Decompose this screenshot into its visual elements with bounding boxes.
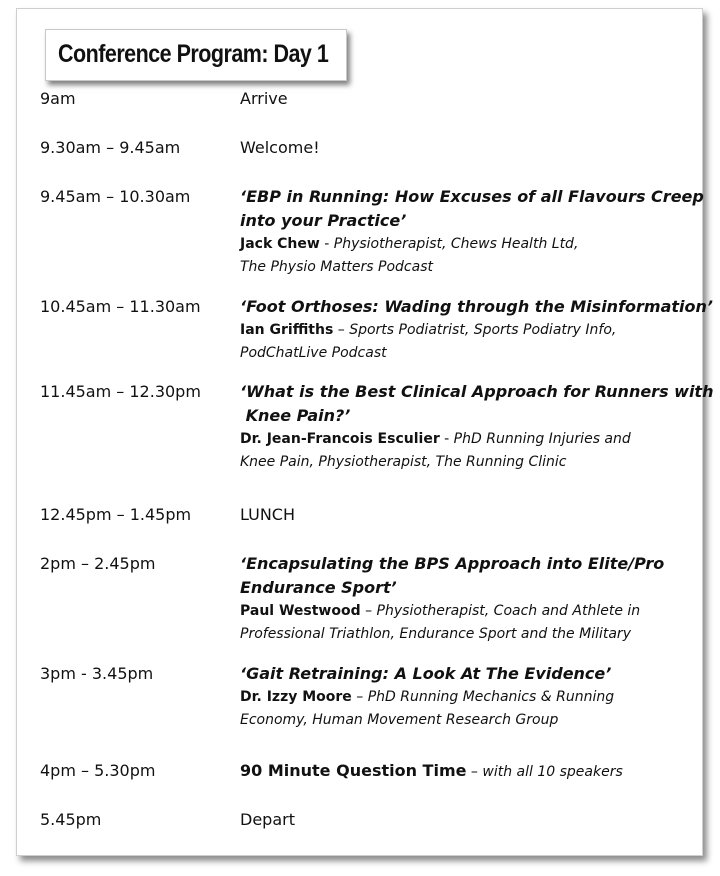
speaker-name: Dr. Izzy Moore: [240, 689, 352, 705]
speaker-role: PodChatLive Podcast: [240, 345, 387, 361]
question-time: [240, 759, 690, 784]
talk-title: ‘Gait Retraining: A Look At The Evidence’: [240, 664, 612, 683]
talk-title: ‘Encapsulating the BPS Approach into Elite/Pro: [240, 554, 665, 573]
session-content: [240, 808, 690, 832]
session-content: [240, 87, 690, 111]
page-title: Conference Program: Day 1: [58, 40, 329, 68]
session-content: [240, 136, 690, 160]
session-time: 10.45am – 11.30am: [40, 297, 201, 316]
speaker-role: PhD Running Mechanics & Running: [367, 689, 615, 705]
speaker-role: Knee Pain, Physiotherapist, The Running Clinic: [240, 454, 567, 470]
speaker-separator: -: [319, 236, 334, 252]
talk-title: ‘What is the Best Clinical Approach for Runners with: [240, 382, 714, 401]
speaker-info: [240, 233, 690, 279]
session-content: [240, 662, 690, 732]
speaker-name: Jack Chew: [240, 236, 320, 252]
speaker-role: PhD Running Injuries and: [453, 431, 631, 447]
speaker-role: Sports Podiatrist, Sports Podiatry Info,: [349, 322, 617, 338]
question-time-title: 90 Minute Question Time: [240, 761, 467, 780]
speaker-name: Paul Westwood: [240, 603, 361, 619]
speaker-info: [240, 600, 690, 646]
session-label: Welcome!: [240, 138, 320, 157]
session-label: Depart: [240, 810, 295, 829]
session-time: 11.45am – 12.30pm: [40, 382, 201, 401]
session-content: [240, 759, 690, 784]
question-time-note: with all 10 speakers: [482, 764, 623, 780]
session-time: 9.30am – 9.45am: [40, 138, 181, 157]
talk-title: ‘EBP in Running: How Excuses of all Flavours Creep: [240, 187, 704, 206]
talk-title: into your Practice’: [240, 211, 407, 230]
session-content: [240, 295, 713, 365]
session-time: 9.45am – 10.30am: [40, 187, 191, 206]
speaker-role: Professional Triathlon, Endurance Sport and the Military: [240, 626, 631, 642]
talk-title: ‘Foot Orthoses: Wading through the Misinformation’: [240, 297, 713, 316]
session-content: [240, 380, 714, 474]
session-time: 3pm - 3.45pm: [40, 664, 154, 683]
session-time: 9am: [40, 89, 76, 108]
speaker-separator: –: [333, 322, 350, 338]
title-box: [45, 29, 347, 81]
question-time-separator: –: [466, 764, 483, 780]
session-content: [240, 552, 690, 646]
speaker-name: Dr. Jean-Francois Esculier: [240, 431, 440, 447]
talk-title: Endurance Sport’: [240, 578, 397, 597]
talk-title: Knee Pain?’: [240, 406, 351, 425]
session-time: 4pm – 5.30pm: [40, 761, 156, 780]
session-content: [240, 503, 690, 527]
session-time: 5.45pm: [40, 810, 102, 829]
speaker-separator: –: [360, 603, 377, 619]
session-time: 2pm – 2.45pm: [40, 554, 156, 573]
session-label: Arrive: [240, 89, 288, 108]
session-label: LUNCH: [240, 505, 295, 524]
speaker-role: Physiotherapist, Chews Health Ltd,: [333, 236, 579, 252]
speaker-role: Physiotherapist, Coach and Athlete in: [376, 603, 641, 619]
session-content: [240, 185, 704, 279]
speaker-separator: -: [439, 431, 454, 447]
speaker-role: Economy, Human Movement Research Group: [240, 712, 559, 728]
speaker-info: [240, 319, 690, 365]
session-time: 12.45pm – 1.45pm: [40, 505, 192, 524]
speaker-info: [240, 686, 690, 732]
speaker-role: The Physio Matters Podcast: [240, 259, 433, 275]
speaker-name: Ian Griffiths: [240, 322, 334, 338]
speaker-info: [240, 428, 690, 474]
speaker-separator: –: [351, 689, 368, 705]
